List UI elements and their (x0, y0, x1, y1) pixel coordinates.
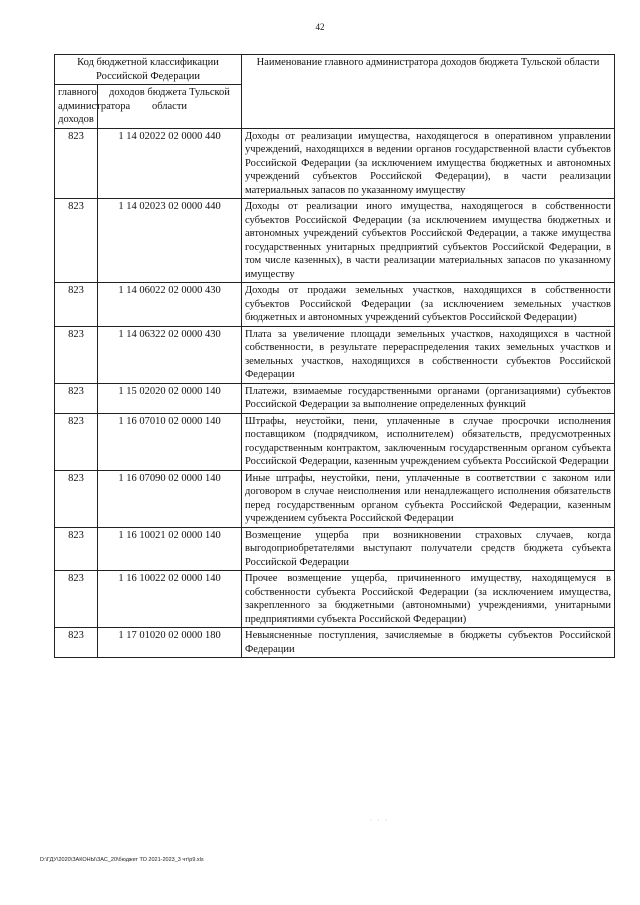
scan-dots: · · · (370, 818, 389, 824)
table-header-row (55, 55, 615, 85)
admin-column-header: главного администратора доходов (55, 85, 98, 129)
income-name-cell: Платежи, взимаемые государственными органами (организациями) субъектов Российской Федерации за выполнение определенных функций (242, 383, 615, 413)
page-number: 42 (315, 22, 325, 32)
table-row (55, 326, 615, 383)
income-name-cell: Возмещение ущерба при возникновении страховых случаев, когда выгодоприобретателями выступают получатели средств бюджета субъекта Российской Федерации (242, 527, 615, 571)
table-row (55, 283, 615, 327)
table-row (55, 470, 615, 527)
admin-code-cell: 823 (55, 571, 98, 628)
income-code-cell: 1 14 02022 02 0000 440 (98, 128, 242, 199)
income-name-cell: Штрафы, неустойки, пени, уплаченные в случае просрочки исполнения поставщиком (подрядчиком, исполнителем) обязательств, предусмотренных государственным контрактом, заключенным государственным органом субъекта Российской Федерации, казенным учреждением субъекта Российской Федерации (242, 413, 615, 470)
income-name-cell: Доходы от реализации иного имущества, находящегося в собственности субъектов Российской Федерации (за исключением имущества бюджетных и автономных учреждений субъектов Российской Федерации, а также имущества государственных унитарных предприятий субъектов Российской Федерации, в том числе казенных), в части реализации материальных запасов по указанному имуществу (242, 199, 615, 283)
table-row (55, 527, 615, 571)
table-row (55, 128, 615, 199)
table-row (55, 413, 615, 470)
income-code-cell: 1 14 06022 02 0000 430 (98, 283, 242, 327)
income-name-cell: Иные штрафы, неустойки, пени, уплаченные в соответствии с законом или договором в случае неисполнения или ненадлежащего исполнения обязательств перед государственным органом субъекта Российской Федерации, казенным учреждением субъекта Российской Федерации (242, 470, 615, 527)
table-row (55, 628, 615, 658)
income-code-cell: 1 16 10022 02 0000 140 (98, 571, 242, 628)
income-name-cell: Невыясненные поступления, зачисляемые в бюджеты субъектов Российской Федерации (242, 628, 615, 658)
admin-code-cell: 823 (55, 413, 98, 470)
income-code-cell: 1 14 06322 02 0000 430 (98, 326, 242, 383)
income-name-cell: Доходы от продажи земельных участков, находящихся в собственности субъектов Российской Федерации (за исключением земельных участков бюджетных и автономных учреждений субъектов Российской Федерации) (242, 283, 615, 327)
admin-code-cell: 823 (55, 283, 98, 327)
income-code-cell: 1 14 02023 02 0000 440 (98, 199, 242, 283)
income-name-cell: Прочее возмещение ущерба, причиненного имуществу, находящемуся в собственности субъекта Российской Федерации (за исключением имущества, закрепленного за бюджетными (автономными) учреждениями, унитарными предприятиями субъекта Российской Федерации) (242, 571, 615, 628)
income-name-cell: Доходы от реализации имущества, находящегося в оперативном управлении учреждений, находящихся в ведении органов государственной власти субъектов Российской Федерации (за исключением имущества бюджетных и автономных учреждений субъектов Российской Федерации), в части реализации материальных запасов по указанному имуществу (242, 128, 615, 199)
admin-code-cell: 823 (55, 128, 98, 199)
income-code-cell: 1 15 02020 02 0000 140 (98, 383, 242, 413)
table-row (55, 199, 615, 283)
name-column-header: Наименование главного администратора доходов бюджета Тульской области (242, 55, 615, 129)
admin-code-cell: 823 (55, 470, 98, 527)
admin-code-cell: 823 (55, 527, 98, 571)
table-row (55, 383, 615, 413)
admin-code-cell: 823 (55, 383, 98, 413)
income-code-cell: 1 16 07090 02 0000 140 (98, 470, 242, 527)
income-code-cell: 1 16 07010 02 0000 140 (98, 413, 242, 470)
income-name-cell: Плата за увеличение площади земельных участков, находящихся в частной собственности, в результате перераспределения таких земельных участков и земельных участков, находящихся в собственности субъектов Российской Федерации (242, 326, 615, 383)
budget-classification-table (54, 54, 615, 658)
income-column-header: доходов бюджета Тульской области (98, 85, 242, 129)
income-code-cell: 1 17 01020 02 0000 180 (98, 628, 242, 658)
admin-code-cell: 823 (55, 326, 98, 383)
income-code-cell: 1 16 10021 02 0000 140 (98, 527, 242, 571)
admin-code-cell: 823 (55, 628, 98, 658)
kbk-group-header: Код бюджетной классификации Российской Федерации (55, 55, 242, 85)
footer-file-path: D:\ГДУ\2020\ЗАКОНЫ\ЗАС_20\бюджет ТО 2021-2023_3 чт\р9.xls (40, 857, 204, 863)
admin-code-cell: 823 (55, 199, 98, 283)
table-row (55, 571, 615, 628)
